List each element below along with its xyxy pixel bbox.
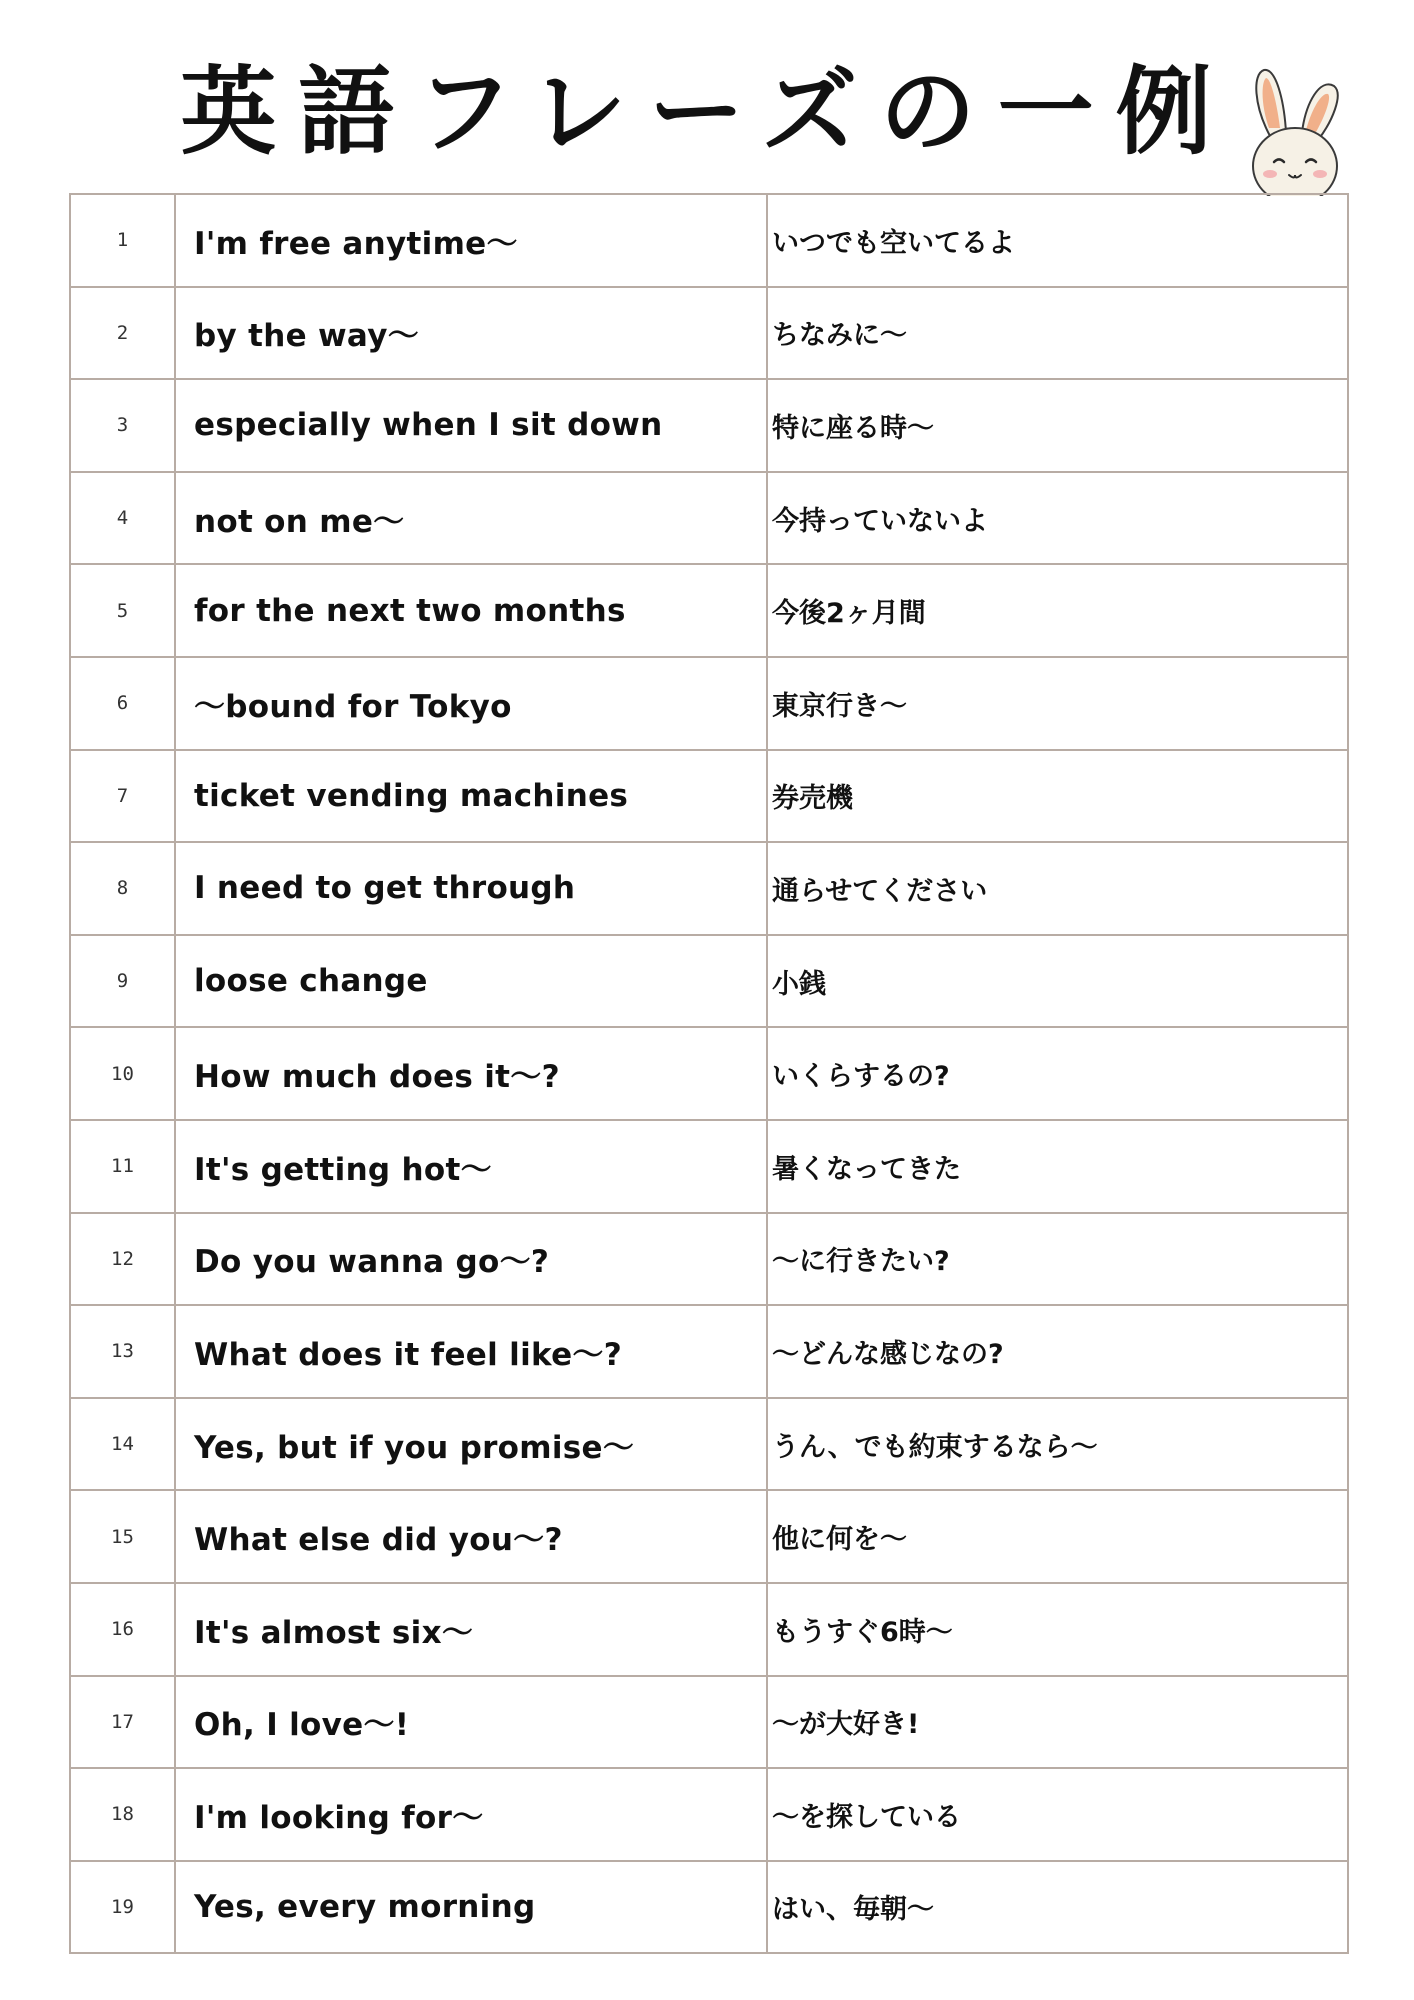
japanese-translation: ～が大好き! bbox=[767, 1676, 1348, 1769]
japanese-translation: いくらするの? bbox=[767, 1027, 1348, 1120]
page-title: 英語フレーズの一例 bbox=[180, 56, 1234, 168]
english-phrase: It's almost six～ bbox=[175, 1583, 767, 1676]
row-number: 3 bbox=[70, 379, 175, 472]
table-row bbox=[70, 472, 1348, 565]
english-phrase: What does it feel like～? bbox=[175, 1305, 767, 1398]
japanese-translation: ～に行きたい? bbox=[767, 1213, 1348, 1306]
japanese-translation: はい、毎朝～ bbox=[767, 1861, 1348, 1954]
english-phrase: not on me～ bbox=[175, 472, 767, 565]
japanese-translation: 暑くなってきた bbox=[767, 1120, 1348, 1213]
japanese-translation: 今持っていないよ bbox=[767, 472, 1348, 565]
english-phrase: How much does it～? bbox=[175, 1027, 767, 1120]
japanese-translation: 今後2ヶ月間 bbox=[767, 564, 1348, 657]
english-phrase: ticket vending machines bbox=[175, 750, 767, 843]
phrase-table-body bbox=[70, 194, 1348, 1953]
table-row bbox=[70, 935, 1348, 1028]
english-phrase: loose change bbox=[175, 935, 767, 1028]
table-row bbox=[70, 1676, 1348, 1769]
japanese-translation: いつでも空いてるよ bbox=[767, 194, 1348, 287]
table-row bbox=[70, 1305, 1348, 1398]
english-phrase: Oh, I love～! bbox=[175, 1676, 767, 1769]
row-number: 7 bbox=[70, 750, 175, 843]
english-phrase: I'm free anytime～ bbox=[175, 194, 767, 287]
row-number: 17 bbox=[70, 1676, 175, 1769]
japanese-translation: うん、でも約束するなら～ bbox=[767, 1398, 1348, 1491]
english-phrase: ～bound for Tokyo bbox=[175, 657, 767, 750]
table-row bbox=[70, 657, 1348, 750]
table-row bbox=[70, 1398, 1348, 1491]
table-row bbox=[70, 564, 1348, 657]
table-row bbox=[70, 194, 1348, 287]
table-row bbox=[70, 1027, 1348, 1120]
row-number: 2 bbox=[70, 287, 175, 380]
row-number: 16 bbox=[70, 1583, 175, 1676]
english-phrase: especially when I sit down bbox=[175, 379, 767, 472]
table-row bbox=[70, 842, 1348, 935]
row-number: 10 bbox=[70, 1027, 175, 1120]
table-row bbox=[70, 1120, 1348, 1213]
row-number: 5 bbox=[70, 564, 175, 657]
table-row bbox=[70, 287, 1348, 380]
row-number: 9 bbox=[70, 935, 175, 1028]
row-number: 12 bbox=[70, 1213, 175, 1306]
row-number: 11 bbox=[70, 1120, 175, 1213]
row-number: 8 bbox=[70, 842, 175, 935]
phrase-table bbox=[69, 193, 1349, 1954]
english-phrase: I need to get through bbox=[175, 842, 767, 935]
row-number: 1 bbox=[70, 194, 175, 287]
row-number: 4 bbox=[70, 472, 175, 565]
english-phrase: I'm looking for～ bbox=[175, 1768, 767, 1861]
japanese-translation: 小銭 bbox=[767, 935, 1348, 1028]
english-phrase: by the way～ bbox=[175, 287, 767, 380]
table-row bbox=[70, 1768, 1348, 1861]
row-number: 14 bbox=[70, 1398, 175, 1491]
table-row bbox=[70, 1213, 1348, 1306]
table-row bbox=[70, 379, 1348, 472]
english-phrase: It's getting hot～ bbox=[175, 1120, 767, 1213]
japanese-translation: ちなみに～ bbox=[767, 287, 1348, 380]
row-number: 6 bbox=[70, 657, 175, 750]
japanese-translation: ～を探している bbox=[767, 1768, 1348, 1861]
row-number: 15 bbox=[70, 1490, 175, 1583]
japanese-translation: もうすぐ6時～ bbox=[767, 1583, 1348, 1676]
japanese-translation: 通らせてください bbox=[767, 842, 1348, 935]
japanese-translation: 東京行き～ bbox=[767, 657, 1348, 750]
table-row bbox=[70, 1861, 1348, 1954]
table-row bbox=[70, 750, 1348, 843]
english-phrase: Do you wanna go～? bbox=[175, 1213, 767, 1306]
row-number: 18 bbox=[70, 1768, 175, 1861]
table-row bbox=[70, 1583, 1348, 1676]
english-phrase: What else did you～? bbox=[175, 1490, 767, 1583]
english-phrase: Yes, every morning bbox=[175, 1861, 767, 1954]
japanese-translation: 券売機 bbox=[767, 750, 1348, 843]
table-row bbox=[70, 1490, 1348, 1583]
row-number: 19 bbox=[70, 1861, 175, 1954]
english-phrase: for the next two months bbox=[175, 564, 767, 657]
japanese-translation: ～どんな感じなの? bbox=[767, 1305, 1348, 1398]
japanese-translation: 他に何を～ bbox=[767, 1490, 1348, 1583]
rabbit-icon bbox=[1240, 66, 1350, 196]
japanese-translation: 特に座る時～ bbox=[767, 379, 1348, 472]
row-number: 13 bbox=[70, 1305, 175, 1398]
english-phrase: Yes, but if you promise～ bbox=[175, 1398, 767, 1491]
